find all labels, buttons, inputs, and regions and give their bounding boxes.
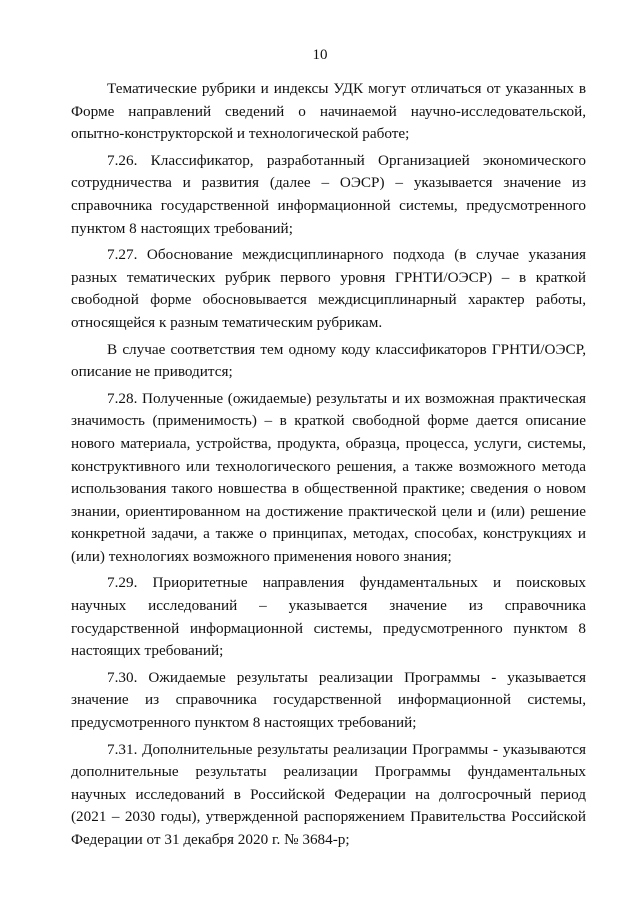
paragraph-7-27: 7.27. Обоснование междисциплинарного подхода (в случае указания разных тематических рубрик первого уровня ГРНТИ/ОЭСР) – в краткой свободной форме обосновывается междисциплинарный характер работы, относящейся к разным тематическим рубрикам.: [71, 246, 586, 331]
paragraph-7-28: 7.28. Полученные (ожидаемые) результаты и их возможная практическая значимость (применимость) – в краткой свободной форме дается описание нового материала, устройства, продукта, образца, процесса, услуги, системы, конструктивного или технологического решения, а также возможного метода использования такого новшества в общественной практике; сведения о новом знании, ориентированном на достижение практической цели и (или) решение конкретной задачи, а также о принципах, методах, способах, конструкциях и (или) технологиях возможного применения нового знания;: [71, 389, 586, 565]
paragraph-udk-rubrics: Тематические рубрики и индексы УДК могут отличаться от указанных в Форме направлений сведений о начинаемой научно-исследовательской, опытно-конструкторской и технологической работе;: [71, 80, 586, 143]
paragraph-7-29: 7.29. Приоритетные направления фундаментальных и поисковых научных исследований – указывается значение из справочника государственной информационной системы, предусмотренного пунктом 8 настоящих требований;: [71, 574, 586, 660]
paragraph-7-30: 7.30. Ожидаемые результаты реализации Программы - указывается значение из справочника государственной информационной системы, предусмотренного пунктом 8 настоящих требований;: [71, 668, 586, 732]
paragraph-7-26: 7.26. Классификатор, разработанный Организацией экономического сотрудничества и развития (далее – ОЭСР) – указывается значение из справочника государственной информационной системы, предусмотренного пунктом 8 настоящих требований;: [71, 151, 586, 237]
paragraph-7-31: 7.31. Дополнительные результаты реализации Программы - указываются дополнительные результаты реализации Программы фундаментальных научных исследований в Российской Федерации на долгосрочный период (2021 – 2030 годы), утвержденной распоряжением Правительства Российской Федерации от 31 декабря 2020 г. № 3684-р;: [71, 740, 586, 848]
document-body: [71, 78, 586, 856]
paragraph-single-code: В случае соответствия тем одному коду классификаторов ГРНТИ/ОЭСР, описание не приводится;: [71, 340, 586, 381]
page-number: 10: [312, 47, 328, 63]
